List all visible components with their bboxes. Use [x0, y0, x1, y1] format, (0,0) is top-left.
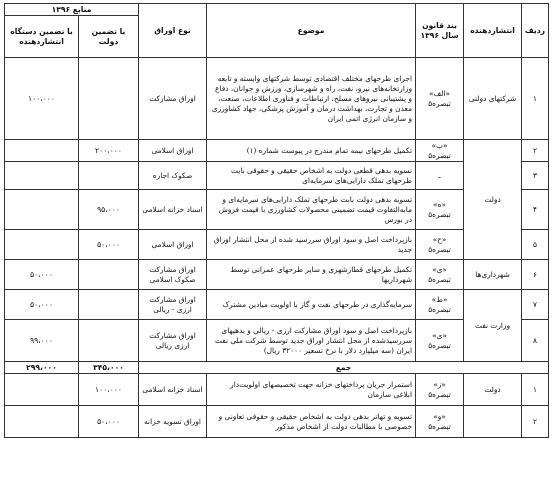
header-publisher: انتشاردهنده — [464, 4, 522, 58]
row-clause: «ی» تبصره۵ — [416, 320, 464, 362]
row-gov-amount — [79, 320, 139, 362]
row-clause: «ط» تبصره۵ — [416, 290, 464, 320]
row-number: ۲ — [522, 140, 549, 162]
row-gov-amount — [79, 260, 139, 290]
row-clause: «ی» تبصره۵ — [416, 260, 464, 290]
total-row — [5, 362, 549, 374]
header-source-group: منابع ۱۳۹۶ — [5, 4, 139, 16]
row-pub-amount — [5, 162, 79, 190]
row-type: اوراق مشارکت — [139, 58, 207, 140]
row-gov-amount: ۲۰۰،۰۰۰ — [79, 140, 139, 162]
row-number: ۲ — [522, 406, 549, 438]
row-pub-amount: ۱۰۰،۰۰۰ — [5, 58, 79, 140]
row-gov-amount: ۱۰۰،۰۰۰ — [79, 374, 139, 406]
table-row — [5, 290, 549, 320]
row-subject: تسویه و تهاتر بدهی دولت به اشخاص حقیقی و حقوقی تعاونی و خصوصی با مطالبات دولت از اشخاص مذکور — [207, 406, 416, 438]
row-type: اوراق اسلامی — [139, 230, 207, 260]
row-pub-amount — [5, 406, 79, 438]
row-clause: «ه» تبصره۵ — [416, 190, 464, 230]
row-type: اوراق مشارکت صکوک اسلامی — [139, 260, 207, 290]
row-clause: «ب» تبصره۵ — [416, 140, 464, 162]
row-number: ۵ — [522, 230, 549, 260]
row-pub-amount: ۹۹،۰۰۰ — [5, 320, 79, 362]
row-publisher: دولت — [464, 374, 522, 406]
table-row — [5, 406, 549, 438]
row-publisher: شرکتهای دولتی — [464, 58, 522, 140]
securities-table — [4, 3, 549, 438]
row-pub-amount: ۵۰،۰۰۰ — [5, 290, 79, 320]
row-clause: ـ — [416, 162, 464, 190]
total-label: جمع — [139, 362, 549, 374]
row-pub-amount: ۵۰،۰۰۰ — [5, 260, 79, 290]
row-subject: تسویه بدهی قطعی دولت به اشخاص حقیقی و حقوقی بابت طرحهای تملک دارایی‌های سرمایه‌ای — [207, 162, 416, 190]
row-publisher: دولت — [464, 140, 522, 260]
row-type: اوراق تسویه خزانه — [139, 406, 207, 438]
row-subject: تکمیل طرحهای نیمه تمام مندرج در پیوست شماره (۱) — [207, 140, 416, 162]
row-number: ۸ — [522, 320, 549, 362]
row-publisher: وزارت نفت — [464, 290, 522, 362]
row-type: اسناد خزانه اسلامی — [139, 374, 207, 406]
row-number: ۱ — [522, 374, 549, 406]
row-number: ۷ — [522, 290, 549, 320]
row-gov-amount — [79, 290, 139, 320]
row-gov-amount — [79, 58, 139, 140]
table-row — [5, 140, 549, 162]
row-number: ۶ — [522, 260, 549, 290]
header-clause: بند قانون سال ۱۳۹۶ — [416, 4, 464, 58]
row-type: اسناد خزانه اسلامی — [139, 190, 207, 230]
header-security-type: نوع اوراق — [139, 4, 207, 58]
row-type: اوراق مشارکت ارزی ریالی — [139, 320, 207, 362]
row-type: اوراق اسلامی — [139, 140, 207, 162]
row-clause: «الف» تبصره۵ — [416, 58, 464, 140]
header-gov-guarantee: با تضمین دولت — [79, 16, 139, 58]
row-type: صکوک اجاره — [139, 162, 207, 190]
total-gov-amount: ۳۴۵،۰۰۰ — [79, 362, 139, 374]
row-gov-amount — [79, 162, 139, 190]
row-pub-amount — [5, 140, 79, 162]
row-subject: استمرار جریان پرداختهای خزانه جهت تخصیصهای اولویت‌دار ابلاغی سازمان — [207, 374, 416, 406]
row-gov-amount: ۹۵،۰۰۰ — [79, 190, 139, 230]
row-number: ۱ — [522, 58, 549, 140]
row-subject: بازپرداخت اصل و سود اوراق مشارکت ارزی - ریالی و بدهیهای سررسیدشده از محل انتشار اوراق جدید توسط شرکت ملی نفت ایران (سه میلیارد دلار با نرخ تسعیر ۳۲۰۰۰ ریال) — [207, 320, 416, 362]
row-gov-amount: ۵۰،۰۰۰ — [79, 230, 139, 260]
row-publisher: شهرداری‌ها — [464, 260, 522, 290]
row-gov-amount: ۵۰،۰۰۰ — [79, 406, 139, 438]
row-subject: سرمایه‌گذاری در طرحهای نفت و گاز با اولویت میادین مشترک — [207, 290, 416, 320]
row-pub-amount — [5, 230, 79, 260]
row-subject: اجرای طرحهای مختلف اقتصادی توسط شرکتهای وابسته و تابعه وزارتخانه‌های نیرو، نفت، راه و شهرسازی، ورزش و جوانان، دفاع و پشتیبانی نیروهای مسلح، ارتباطات و فناوری اطلاعات، صنعت، معدن و تجارت، بهداشت درمان و آموزش پزشکی، جهاد کشاورزی و سازمان انرژی اتمی ایران — [207, 58, 416, 140]
header-publisher-guarantee: با تضمین دستگاه انتشاردهنده — [5, 16, 79, 58]
row-publisher — [464, 406, 522, 438]
row-subject: تکمیل طرحهای قطارشهری و سایر طرحهای عمرانی توسط شهرداریها — [207, 260, 416, 290]
row-number: ۴ — [522, 190, 549, 230]
row-pub-amount — [5, 190, 79, 230]
row-type: اوراق مشارکت ارزی - ریالی — [139, 290, 207, 320]
table-row — [5, 374, 549, 406]
total-pub-amount: ۲۹۹،۰۰۰ — [5, 362, 79, 374]
row-clause: «ح» تبصره۵ — [416, 230, 464, 260]
table-row — [5, 260, 549, 290]
row-subject: بازپرداخت اصل و سود اوراق سررسید شده از محل انتشار اوراق جدید — [207, 230, 416, 260]
table-row — [5, 58, 549, 140]
row-subject: تسویه بدهی دولت بابت طرحهای تملک دارایی‌های سرمایه‌ای و مابه‌التفاوت قیمت تضمینی محصولات کشاورزی با قیمت فروش در بورس — [207, 190, 416, 230]
header-radif: ردیف — [522, 4, 549, 58]
row-clause: «و» تبصره۵ — [416, 406, 464, 438]
row-clause: «ز» تبصره۵ — [416, 374, 464, 406]
row-pub-amount — [5, 374, 79, 406]
row-number: ۳ — [522, 162, 549, 190]
header-subject: موضوع — [207, 4, 416, 58]
